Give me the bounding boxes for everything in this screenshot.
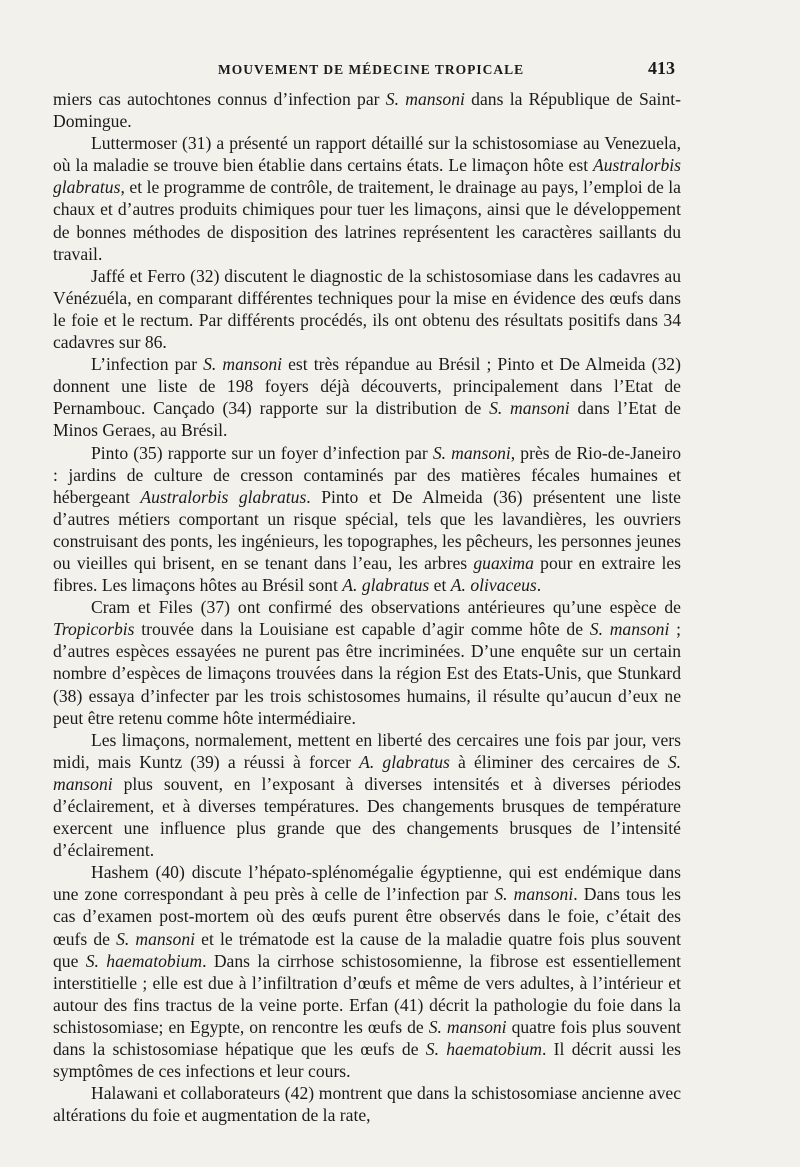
text-run: dans l’Etat de Minos Geraes, au Brésil.: [53, 398, 681, 441]
paragraph: [53, 132, 681, 265]
paragraph: [53, 265, 681, 353]
paragraph: [53, 861, 681, 1082]
text-run: et le trématode est la cause de la maladie quatre fois plus souvent que: [53, 928, 681, 971]
species-name: S. mansoni: [116, 928, 196, 949]
page-number: 413: [648, 58, 675, 78]
text-run: . Il décrit aussi les symptômes de ces infections et leur cours.: [53, 1039, 681, 1082]
text-run: quatre fois plus souvent dans la schistosomiase hépatique que les œufs de: [53, 1016, 681, 1060]
text-run: Hashem (40) discute l’hépato-splénomégalie égyptienne, qui est endémique dans une zone correspondant à peu près à celle de l’infection par: [53, 862, 681, 905]
paragraph: [53, 596, 681, 729]
paragraph: [53, 729, 681, 862]
text-run: Luttermoser (31) a présenté un rapport détaillé sur la schistosomiase au Venezuela, où la maladie se trouve bien établie dans certains états. Le limaçon hôte est: [53, 133, 681, 176]
text-run: , et le programme de contrôle, de traitement, le drainage au pays, l’emploi de la chaux et d’autres produits chimiques pour tuer les limaçons, ainsi que le développement de bonnes méthodes de disposition des latrines représentent les caractères saillants du travail.: [53, 177, 681, 264]
text-run: Halawani et collaborateurs (42) montrent que dans la schistosomiase ancienne avec altérations du foie et augmentation de la rate,: [53, 1083, 681, 1126]
paragraph: [53, 88, 681, 132]
species-name: Tropicorbis: [53, 619, 135, 640]
text-run: trouvée dans la Louisiane est capable d’agir comme hôte de: [134, 619, 590, 640]
species-name: S. mansoni: [432, 442, 511, 463]
paragraph: [53, 442, 681, 597]
species-name: S. haematobium: [425, 1039, 543, 1060]
species-name: A. olivaceus: [450, 575, 537, 596]
text-run: ; d’autres espèces essayées ne purent pas être incriminées. D’une enquête sur un certain nombre d’espèces de limaçons trouvées dans la région Est des Etats-Unis, que Stunkard (38) essaya d’infecter par les trois schistosomes humains, il résulte qu’aucun d’eux ne peut être retenu comme hôte intermédiaire.: [53, 619, 681, 728]
paragraph: [53, 1082, 681, 1126]
species-name: Australorbis glabratus: [140, 486, 307, 507]
text-run: miers cas autochtones connus d’infection par: [53, 89, 386, 109]
text-run: . Dans tous les cas d’examen post-mortem où des œufs purent être observés dans le foie, c’était des œufs de: [53, 884, 681, 949]
text-run: Pinto (35) rapporte sur un foyer d’infection par: [91, 442, 433, 463]
species-name: Australorbis glabratus: [53, 155, 681, 198]
body-text: [53, 88, 681, 1126]
text-run: L’infection par: [91, 354, 204, 375]
species-name: S. mansoni: [203, 354, 283, 375]
text-run: Cram et Files (37) ont confirmé des observations antérieures qu’une espèce de: [91, 597, 681, 618]
species-name: S. mansoni: [428, 1016, 507, 1037]
text-run: dans la République de Saint-Domingue.: [53, 89, 681, 132]
text-run: Jaffé et Ferro (32) discutent le diagnostic de la schistosomiase dans les cadavres au Vénézuéla, en comparant différentes techniques pour la mise en évidence des œufs dans le foie et le rectum. Par différents procédés, ils ont obtenu des résultats positifs dans 34 cadavres sur 86.: [53, 265, 681, 353]
species-name: A. glabratus: [342, 575, 430, 596]
species-name: S. mansoni: [589, 619, 670, 640]
species-name: S. mansoni: [53, 751, 682, 794]
species-name: S. haematobium: [85, 950, 203, 971]
text-run: . Pinto et De Almeida (36) présentent une liste d’autres métiers comportant un risque spécial, tels que les lavandières, les ouvriers construisant des ponts, les ingénieurs, les topographes, les pêcheurs, les personnes jeunes ou vieilles qui brisent, en se tenant dans l’eau, les arbres: [53, 486, 681, 573]
text-run: , près de Rio-de-Janeiro : jardins de culture de cresson contaminés par des matières fécales humaines et hébergeant: [53, 442, 681, 507]
text-run: Les limaçons, normalement, mettent en liberté des cercaires une fois par jour, vers midi, mais Kuntz (39) a réussi à forcer: [53, 729, 681, 772]
text-run: . Dans la cirrhose schistosomienne, la fibrose est essentiellement interstitielle ; elle est due à l’infiltration d’œufs et même de vers adultes, à l’intérieur et autour des fins tractus de la veine porte. Erfan (41) décrit la pathologie du foie dans la schistosomiase; en Egypte, on rencontre les œufs de: [53, 950, 681, 1037]
page-header: [0, 56, 800, 86]
text-run: pour en extraire les fibres. Les limaçons hôtes au Brésil sont: [53, 552, 681, 596]
species-name: S. mansoni: [494, 884, 574, 905]
text-run: plus souvent, en l’exposant à diverses intensités et à diverses périodes d’éclairement, et à diverses températures. Des changements brusques de température exercent une influence plus grande que des changements brusques de l’intensité d’éclairement.: [53, 773, 681, 861]
text-run: et: [429, 575, 451, 596]
species-name: S. mansoni: [489, 398, 570, 419]
text-run: à éliminer des cercaires de: [449, 751, 668, 772]
species-name: S. mansoni: [385, 89, 465, 109]
text-run: .: [536, 575, 542, 596]
species-name: guaxima: [473, 552, 534, 573]
paragraph: [53, 353, 681, 441]
running-title: MOUVEMENT DE MÉDECINE TROPICALE: [218, 62, 525, 77]
text-run: est très répandue au Brésil ; Pinto et De Almeida (32) donnent une liste de 198 foyers déjà découverts, principalement dans l’Etat de Pernambouc. Cançado (34) rapporte sur la distribution de: [53, 354, 681, 419]
species-name: A. glabratus: [359, 751, 450, 772]
